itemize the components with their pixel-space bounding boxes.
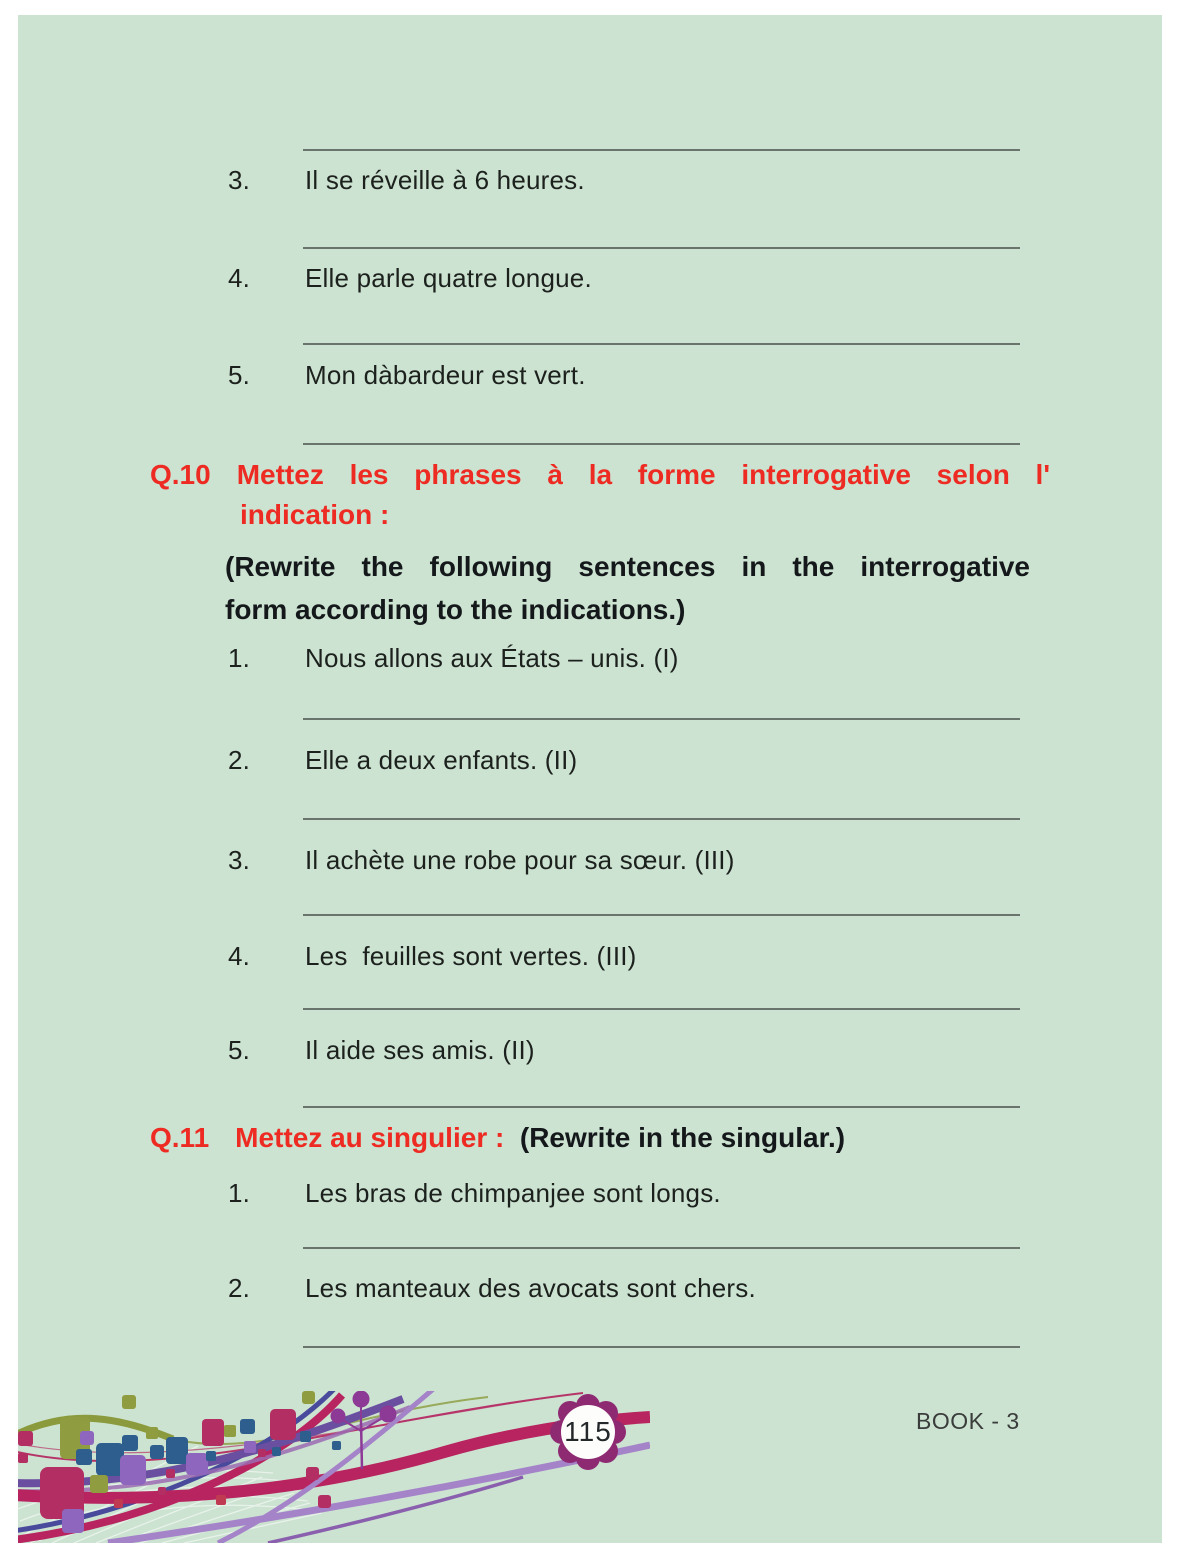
answer-blank-line [303, 149, 1020, 151]
item-sentence: Les bras de chimpanjee sont longs. [305, 1178, 721, 1208]
item-number: 2. [228, 745, 251, 775]
item-number: 3. [228, 845, 251, 875]
item-sentence: Il aide ses amis. (II) [305, 1035, 535, 1065]
question-title-french: Mettez au singulier : [235, 1122, 513, 1153]
answer-blank-line [303, 914, 1020, 916]
exercise-item [228, 740, 577, 780]
item-number: 5. [228, 1035, 251, 1065]
item-sentence: Il se réveille à 6 heures. [305, 165, 585, 195]
item-number: 2. [228, 1273, 251, 1303]
question-label: Q.10 [150, 459, 211, 490]
book-label: BOOK - 3 [916, 1408, 1020, 1434]
question-title-english: (Rewrite the following sentences in the interrogative [225, 551, 1030, 582]
exercise-item [228, 160, 585, 200]
item-number: 3. [228, 165, 251, 195]
question-title-english-line2: form according to the indications.) [225, 594, 686, 625]
answer-blank-line [303, 247, 1020, 249]
exercise-item [228, 1030, 535, 1070]
exercise-item [228, 936, 637, 976]
page-background-panel [18, 15, 1162, 1543]
question-11-heading [150, 1118, 845, 1158]
item-number: 1. [228, 1178, 251, 1208]
question-title-french-line2: indication : [240, 499, 390, 530]
item-sentence: Mon dàbardeur est vert. [305, 360, 586, 390]
question-title-french: Mettez les phrases à la forme interrogative selon l' [236, 459, 1050, 490]
answer-blank-line [303, 818, 1020, 820]
item-sentence: Elle a deux enfants. (II) [305, 745, 578, 775]
exercise-item [228, 355, 586, 395]
answer-blank-line [303, 443, 1020, 445]
question-label: Q.11 [150, 1122, 210, 1153]
item-number: 4. [228, 263, 251, 293]
question-10-heading [150, 456, 1050, 494]
question-title-english: (Rewrite in the singular.) [512, 1122, 846, 1153]
answer-blank-line [303, 718, 1020, 720]
item-sentence: Les feuilles sont vertes. (III) [305, 941, 637, 971]
exercise-item [228, 840, 735, 880]
answer-blank-line [303, 1008, 1020, 1010]
exercise-item [228, 1268, 756, 1308]
item-number: 5. [228, 360, 251, 390]
page-number: 115 [564, 1416, 612, 1447]
exercise-item [228, 258, 592, 298]
item-number: 4. [228, 941, 251, 971]
answer-blank-line [303, 1346, 1020, 1348]
answer-blank-line [303, 1247, 1020, 1249]
item-sentence: Les manteaux des avocats sont chers. [305, 1273, 756, 1303]
exercise-item [228, 638, 679, 678]
item-sentence: Nous allons aux États – unis. (I) [305, 643, 679, 673]
item-sentence: Elle parle quatre longue. [305, 263, 592, 293]
item-sentence: Il achète une robe pour sa sœur. (III) [305, 845, 735, 875]
answer-blank-line [303, 1106, 1020, 1108]
exercise-item [228, 1173, 721, 1213]
page-number-badge [550, 1394, 626, 1470]
answer-blank-line [303, 343, 1020, 345]
item-number: 1. [228, 643, 251, 673]
